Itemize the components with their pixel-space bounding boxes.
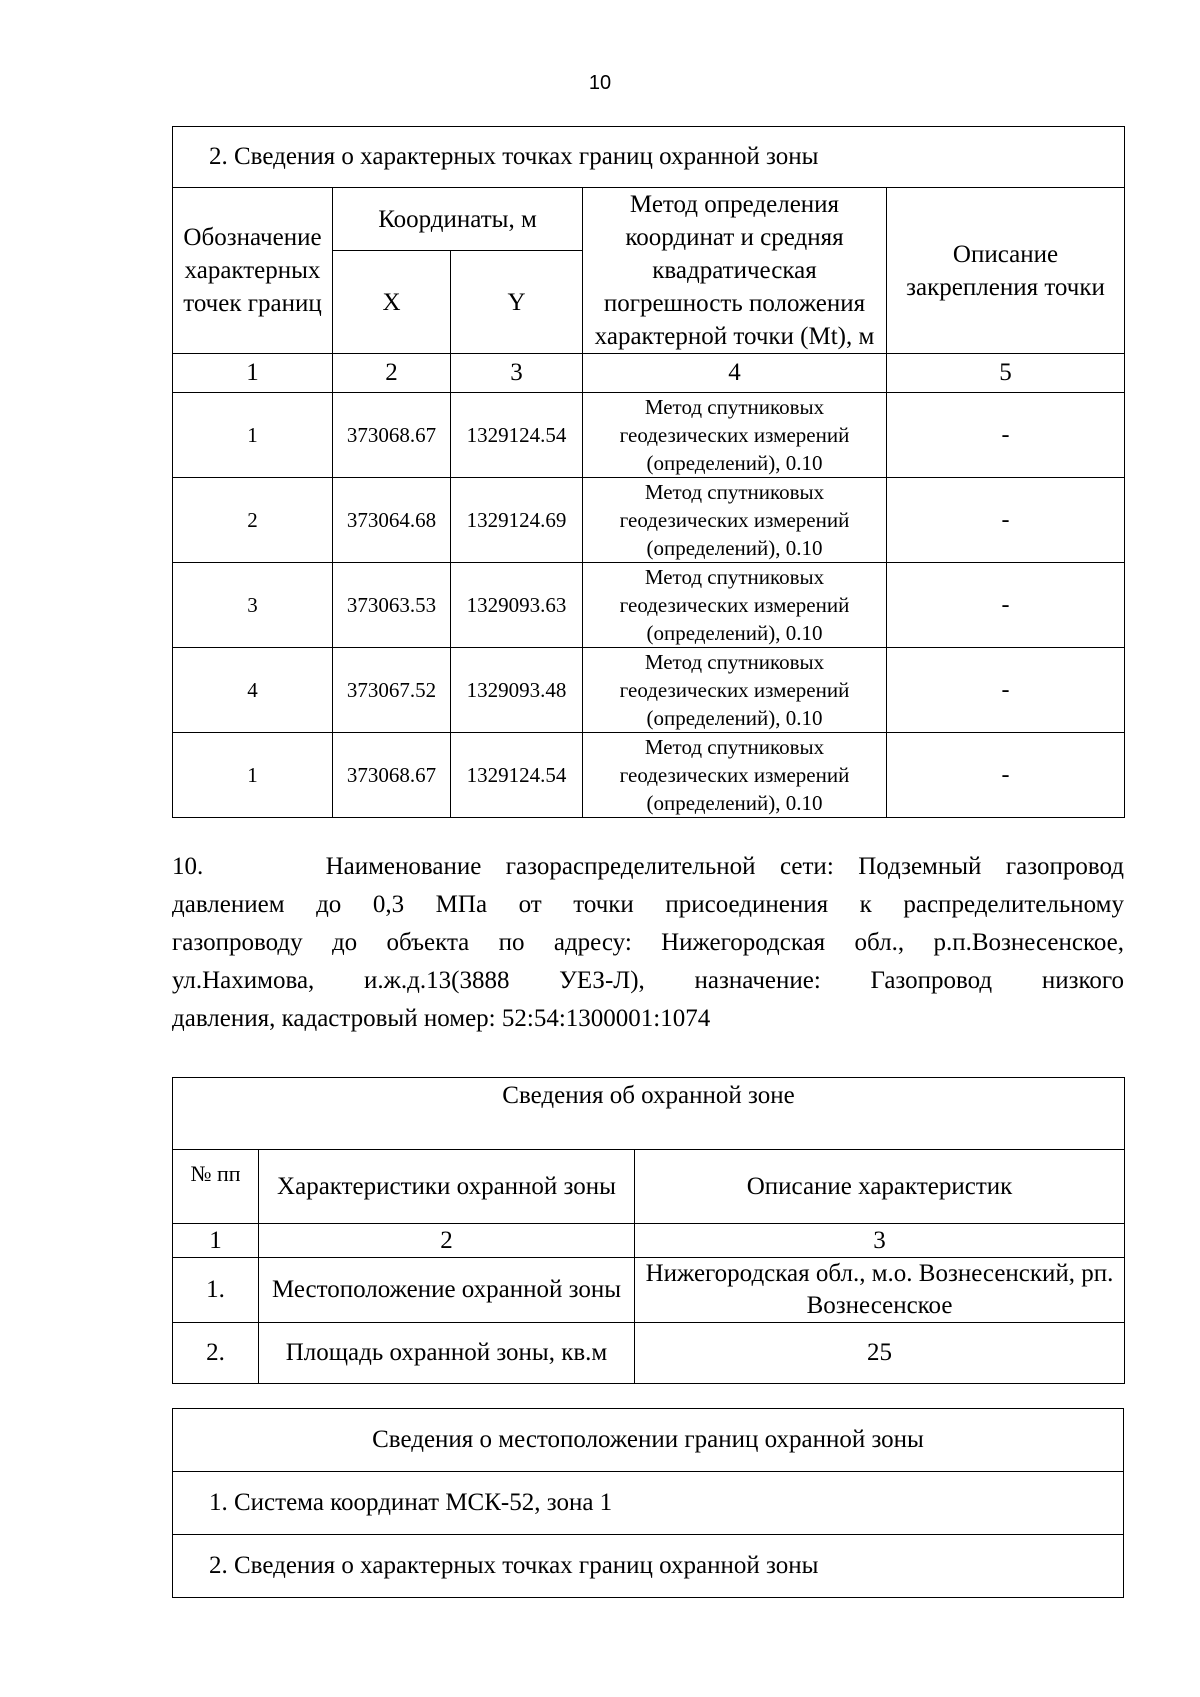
header-y: Y bbox=[451, 251, 583, 354]
coord-x: 373067.52 bbox=[333, 648, 451, 733]
coord-x: 373068.67 bbox=[333, 393, 451, 478]
col-number: 4 bbox=[583, 354, 887, 393]
table-row bbox=[173, 563, 1125, 648]
header-method: Метод определения координат и средняя квадратическая погрешность положения характерной точки (Mt), м bbox=[583, 188, 887, 354]
col-number: 1 bbox=[173, 1224, 259, 1258]
point-id: 1 bbox=[173, 733, 333, 818]
paragraph-line: ул.Нахимова, и.ж.д.13(3888 УЕЗ-Л), назначение: Газопровод низкого bbox=[172, 967, 1124, 994]
points-section-title: 2. Сведения о характерных точках границ охранной зоны bbox=[173, 1535, 1124, 1598]
table-row bbox=[173, 478, 1125, 563]
characteristic-value: Нижегородская обл., м.о. Вознесенский, рп. Вознесенское bbox=[635, 1258, 1125, 1323]
paragraph-line: давления, кадастровый номер: 52:54:1300001:1074 bbox=[172, 1005, 711, 1032]
boundary-points-table bbox=[172, 126, 1125, 818]
coord-x: 373068.67 bbox=[333, 733, 451, 818]
col-number: 5 bbox=[887, 354, 1125, 393]
col-number: 3 bbox=[451, 354, 583, 393]
coord-y: 1329124.54 bbox=[451, 733, 583, 818]
point-id: 4 bbox=[173, 648, 333, 733]
coord-y: 1329124.69 bbox=[451, 478, 583, 563]
coord-y: 1329093.63 bbox=[451, 563, 583, 648]
header-designation: Обозначение характерных точек границ bbox=[173, 188, 333, 354]
table-row bbox=[173, 393, 1125, 478]
method-cell: Метод спутниковых геодезических измерений (определений), 0.10 bbox=[583, 733, 887, 818]
col-number: 3 bbox=[635, 1224, 1125, 1258]
table-row bbox=[173, 1258, 1125, 1323]
coord-x: 373064.68 bbox=[333, 478, 451, 563]
table-caption: Сведения об охранной зоне bbox=[173, 1078, 1125, 1150]
table-caption: 2. Сведения о характерных точках границ охранной зоны bbox=[173, 127, 1125, 188]
column-numbers-row bbox=[173, 1224, 1125, 1258]
column-numbers-row bbox=[173, 354, 1125, 393]
page-number: 10 bbox=[588, 72, 612, 94]
paragraph-line: газопроводу до объекта по адресу: Нижегородская обл., р.п.Вознесенское, bbox=[172, 929, 1124, 956]
method-cell: Метод спутниковых геодезических измерений (определений), 0.10 bbox=[583, 478, 887, 563]
fixing-cell: - bbox=[887, 393, 1125, 478]
header-fixing: Описание закрепления точки bbox=[887, 188, 1125, 354]
fixing-cell: - bbox=[887, 648, 1125, 733]
characteristic: Площадь охранной зоны, кв.м bbox=[259, 1323, 635, 1384]
paragraph-line: давлением до 0,3 МПа от точки присоединения к распределительному bbox=[172, 891, 1124, 918]
characteristic: Местоположение охранной зоны bbox=[259, 1258, 635, 1323]
zone-boundaries-table bbox=[172, 1408, 1124, 1598]
col-number: 2 bbox=[333, 354, 451, 393]
header-description: Описание характеристик bbox=[635, 1150, 1125, 1224]
protection-zone-info-table bbox=[172, 1077, 1125, 1384]
coordinate-system: 1. Система координат МСК-52, зона 1 bbox=[173, 1472, 1124, 1535]
row-number: 1. bbox=[173, 1258, 259, 1323]
point-id: 1 bbox=[173, 393, 333, 478]
point-id: 2 bbox=[173, 478, 333, 563]
coord-y: 1329124.54 bbox=[451, 393, 583, 478]
header-characteristics: Характеристики охранной зоны bbox=[259, 1150, 635, 1224]
method-cell: Метод спутниковых геодезических измерений (определений), 0.10 bbox=[583, 648, 887, 733]
row-number: 2. bbox=[173, 1323, 259, 1384]
fixing-cell: - bbox=[887, 733, 1125, 818]
table-row bbox=[173, 733, 1125, 818]
fixing-cell: - bbox=[887, 478, 1125, 563]
coord-x: 373063.53 bbox=[333, 563, 451, 648]
table-row bbox=[173, 1323, 1125, 1384]
header-number: № пп bbox=[173, 1150, 259, 1224]
network-description-paragraph bbox=[172, 848, 1124, 1038]
table-caption: Сведения о местоположении границ охранной зоны bbox=[173, 1409, 1124, 1472]
paragraph-line: 10. Наименование газораспределительной сети: Подземный газопровод bbox=[172, 853, 1124, 880]
coord-y: 1329093.48 bbox=[451, 648, 583, 733]
col-number: 1 bbox=[173, 354, 333, 393]
col-number: 2 bbox=[259, 1224, 635, 1258]
method-cell: Метод спутниковых геодезических измерений (определений), 0.10 bbox=[583, 563, 887, 648]
characteristic-value: 25 bbox=[635, 1323, 1125, 1384]
method-cell: Метод спутниковых геодезических измерений (определений), 0.10 bbox=[583, 393, 887, 478]
point-id: 3 bbox=[173, 563, 333, 648]
table-row bbox=[173, 648, 1125, 733]
fixing-cell: - bbox=[887, 563, 1125, 648]
header-x: X bbox=[333, 251, 451, 354]
header-coordinates: Координаты, м bbox=[333, 188, 583, 251]
